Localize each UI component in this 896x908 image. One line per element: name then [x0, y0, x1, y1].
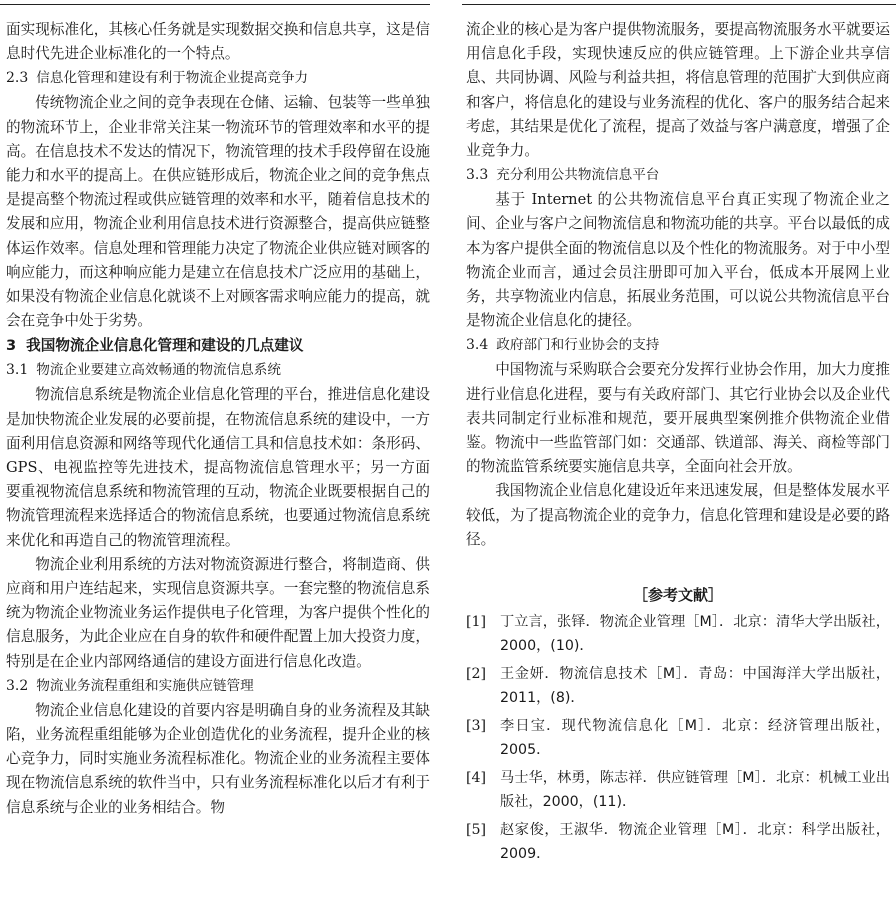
reference-number: [3] [466, 718, 487, 735]
section-3-4-heading [466, 333, 890, 358]
references-title: ［参考文献］ [632, 586, 723, 605]
section-title: 充分利用公共物流信息平台 [496, 167, 660, 184]
section-title: 政府部门和行业协会的支持 [496, 337, 660, 354]
section-3-2-heading [6, 674, 430, 699]
paragraph: 物流信息系统是物流企业信息化管理的平台，推进信息化建设是加快物流企业发展的必要前提，在物流信息系统的建设中，一方面利用信息资源和网络等现代化通信工具和信息技术如：条形码、GPS、电视监控等先进技术，提高物流信息管理水平；另一方面要重视物流信息系统和物流管理的互动，物流企业既要根据自己的物流管理流程来选择适合的物流信息系统，也要通过物流信息系统来优化和再造自己的物流管理流程。 [6, 386, 430, 549]
reference-item [466, 714, 890, 762]
paragraph: 物流企业利用系统的方法对物流资源进行整合，将制造商、供应商和用户连结起来，实现信息资源共享。一套完整的物流信息系统为物流企业物流业务运作提供电子化管理，为客户提供个性化的信息服务，为此企业应在自身的软件和硬件配置上加大投资力度，特别是在企业内部网络通信的建设方面进行信息化改造。 [6, 555, 430, 670]
paragraph: 我国物流企业信息化建设近年来迅速发展，但是整体发展水平较低，为了提高物流企业的竞争力，信息化管理和建设是必要的路径。 [466, 482, 890, 548]
right-column [466, 18, 890, 870]
section-title: 信息化管理和建设有利于物流企业提高竞争力 [36, 70, 309, 87]
references-list [466, 610, 890, 866]
section-title: 我国物流企业信息化管理和建设的几点建议 [26, 337, 304, 355]
reference-text: 马士华，林勇，陈志祥．供应链管理［M］．北京：机械工业出版社，2000，(11)． [500, 770, 890, 811]
reference-text: 丁立言，张铎．物流企业管理［M］．北京：清华大学出版社，2000，(10)． [500, 614, 890, 655]
paragraph: 传统物流企业之间的竞争表现在仓储、运输、包装等一些单独的物流环节上，企业非常关注某一物流环节的管理效率和水平的提高。在信息技术不发达的情况下，物流管理的技术手段停留在设施能力和水平的提高上。在供应链形成后，物流企业之间的竞争焦点是提高整个物流过程或供应链管理的效率和水平，随着信息技术的发展和应用，物流企业利用信息技术进行资源整合，提高供应链整体运作效率。信息处理和管理能力决定了物流企业供应链对顾客的响应能力，而这种响应能力是建立在信息技术广泛应用的基础上，如果没有物流企业信息化就谈不上对顾客需求响应能力的提高，就会在竞争中处于劣势。 [6, 94, 430, 330]
section-title: 物流业务流程重组和实施供应链管理 [36, 677, 254, 694]
header-rule-left [0, 4, 430, 5]
reference-number: [2] [466, 666, 487, 683]
section-3-heading [6, 333, 430, 358]
section-number: 3 [6, 337, 17, 355]
section-number: 2.3 [6, 70, 29, 87]
header-rule-right [462, 4, 896, 5]
reference-text: 赵家俊，王淑华．物流企业管理［M］．北京：科学出版社，2009． [500, 822, 890, 863]
section-title: 物流企业要建立高效畅通的物流信息系统 [36, 362, 281, 379]
paragraph: 基于 Internet 的公共物流信息平台真正实现了物流企业之间、企业与客户之间物流信息和物流功能的共享。平台以最低的成本为客户提供全面的物流信息以及个性化的物流服务。对于中小型物流企业而言，通过会员注册即可加入平台，低成本开展网上业务，共享物流业内信息，拓展业务范围，可以说公共物流信息平台是物流企业信息化的捷径。 [466, 191, 890, 330]
paragraph-continued: 流企业的核心是为客户提供物流服务，要提高物流服务水平就要运用信息化手段，实现快速反应的供应链管理。上下游企业共享信息、共同协调、风险与利益共担，将信息管理的范围扩大到供应商和客户，将信息化的建设与业务流程的优化、客户的服务结合起来考虑，其结果是优化了流程，提高了效益与客户满意度，增强了企业竞争力。 [466, 21, 890, 160]
reference-number: [5] [466, 822, 487, 839]
reference-item [466, 818, 890, 866]
reference-item [466, 766, 890, 814]
section-number: 3.3 [466, 167, 489, 184]
paragraph: 中国物流与采购联合会要充分发挥行业协会作用，加大力度推进行业信息化进程，要与有关政府部门、其它行业协会以及企业代表共同制定行业标准和规范，要开展典型案例推介供物流企业借鉴。物流中一些监管部门如：交通部、铁道部、海关、商检等部门的物流监管系统要实施信息共享，全面向社会开放。 [466, 361, 890, 476]
section-3-3-heading [466, 163, 890, 188]
reference-number: [4] [466, 770, 487, 787]
paragraph: 物流企业信息化建设的首要内容是明确自身的业务流程及其缺陷，业务流程重组能够为企业创造优化的业务流程，提升企业的核心竞争力，同时实施业务流程标准化。物流企业的业务流程主要体现在物流信息系统的软件当中，只有业务流程标准化以后才有利于信息系统与企业的业务相结合。物 [6, 701, 430, 816]
reference-number: [1] [466, 614, 487, 631]
reference-item [466, 662, 890, 710]
left-column [6, 18, 430, 820]
reference-item [466, 610, 890, 658]
section-number: 3.4 [466, 337, 489, 354]
reference-text: 李日宝．现代物流信息化［M］．北京：经济管理出版社，2005． [500, 718, 890, 759]
reference-text: 王金妍．物流信息技术［M］．青岛：中国海洋大学出版社，2011，(8)． [500, 666, 890, 707]
section-3-1-heading [6, 358, 430, 383]
section-number: 3.2 [6, 677, 29, 694]
section-number: 3.1 [6, 362, 29, 379]
paragraph-continued: 面实现标准化，其核心任务就是实现数据交换和信息共享，这是信息时代先进企业标准化的一个特点。 [6, 21, 430, 63]
section-2-3-heading [6, 66, 430, 91]
